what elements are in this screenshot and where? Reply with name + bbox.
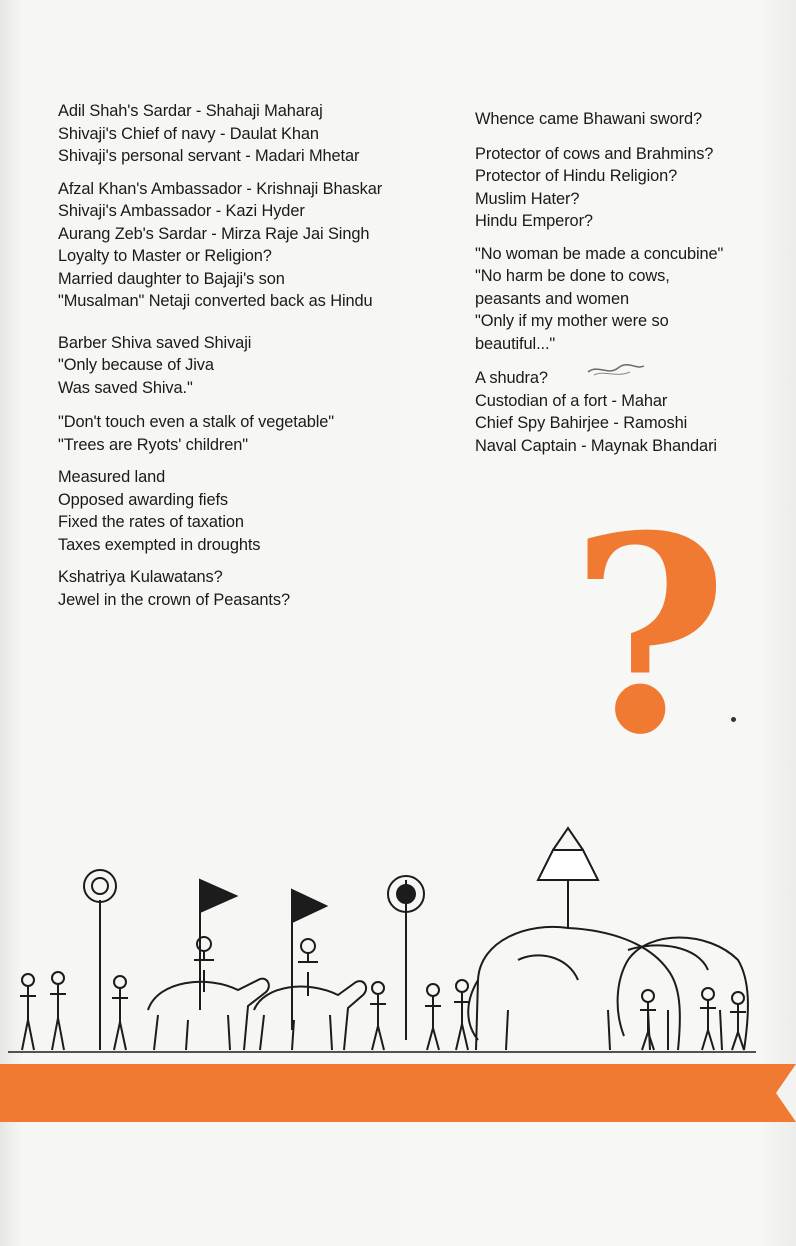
text-group: [475, 108, 793, 131]
text-line: Opposed awarding fiefs: [58, 490, 229, 509]
text-line: Muslim Hater?: [475, 189, 580, 208]
text-group: [58, 411, 468, 456]
text-line: A shudra?: [475, 369, 548, 387]
text-line: Afzal Khan's Ambassador - Krishnaji Bhaskar: [58, 179, 383, 198]
text-line: Naval Captain - Maynak Bhandari: [475, 436, 717, 455]
text-line: peasants and women: [475, 289, 630, 308]
text-line: Protector of cows and Brahmins?: [475, 144, 714, 163]
right-column: [475, 108, 793, 457]
text-line: Kshatriya Kulawatans?: [58, 568, 223, 586]
text-line: Aurang Zeb's Sardar - Mirza Raje Jai Singh: [58, 224, 370, 243]
text-group: [475, 143, 793, 233]
text-line: Married daughter to Bajaji's son: [58, 269, 285, 288]
text-line: Whence came Bhawani sword?: [475, 110, 702, 128]
text-line: Shivaji's personal servant - Madari Mhetar: [58, 147, 360, 165]
text-line: Chief Spy Bahirjee - Ramoshi: [475, 414, 688, 432]
text-line: Shivaji's Ambassador - Kazi Hyder: [58, 202, 305, 220]
text-line: "Don't touch even a stalk of vegetable": [58, 413, 335, 431]
text-line: "Only because of Jiva: [58, 356, 214, 374]
text-group: [475, 367, 793, 457]
pen-scribble-mark: [586, 358, 646, 380]
text-line: "Only if my mother were so: [475, 312, 669, 330]
text-line: Taxes exempted in droughts: [58, 535, 261, 554]
text-line: beautiful...": [475, 334, 556, 353]
text-line: "Trees are Ryots' children": [58, 435, 249, 454]
text-line: Custodian of a fort - Mahar: [475, 391, 668, 410]
text-group: [58, 100, 468, 168]
text-line: Adil Shah's Sardar - Shahaji Maharaj: [58, 102, 323, 120]
text-line: Measured land: [58, 468, 166, 486]
text-line: Shivaji's Chief of navy - Daulat Khan: [58, 124, 319, 143]
text-line: Was saved Shiva.": [58, 378, 193, 397]
ink-dot: [731, 717, 736, 722]
text-line: Fixed the rates of taxation: [58, 513, 244, 531]
question-mark-graphic: ?: [570, 476, 729, 794]
left-column: [58, 100, 468, 611]
royal-procession-illustration: [8, 810, 756, 1070]
text-line: "Musalman" Netaji converted back as Hindu: [58, 292, 373, 310]
text-group: [58, 566, 468, 611]
text-line: Jewel in the crown of Peasants?: [58, 590, 290, 609]
text-line: Barber Shiva saved Shivaji: [58, 333, 252, 352]
text-line: "No harm be done to cows,: [475, 267, 670, 285]
text-line: Protector of Hindu Religion?: [475, 167, 678, 185]
text-group: [58, 332, 468, 400]
text-line: Hindu Emperor?: [475, 212, 593, 230]
text-group: [475, 243, 793, 356]
text-line: Loyalty to Master or Religion?: [58, 247, 272, 265]
text-line: "No woman be made a concubine": [475, 244, 724, 263]
footer-orange-band: [0, 1064, 796, 1122]
text-group: [58, 466, 468, 556]
text-group: [58, 178, 468, 313]
